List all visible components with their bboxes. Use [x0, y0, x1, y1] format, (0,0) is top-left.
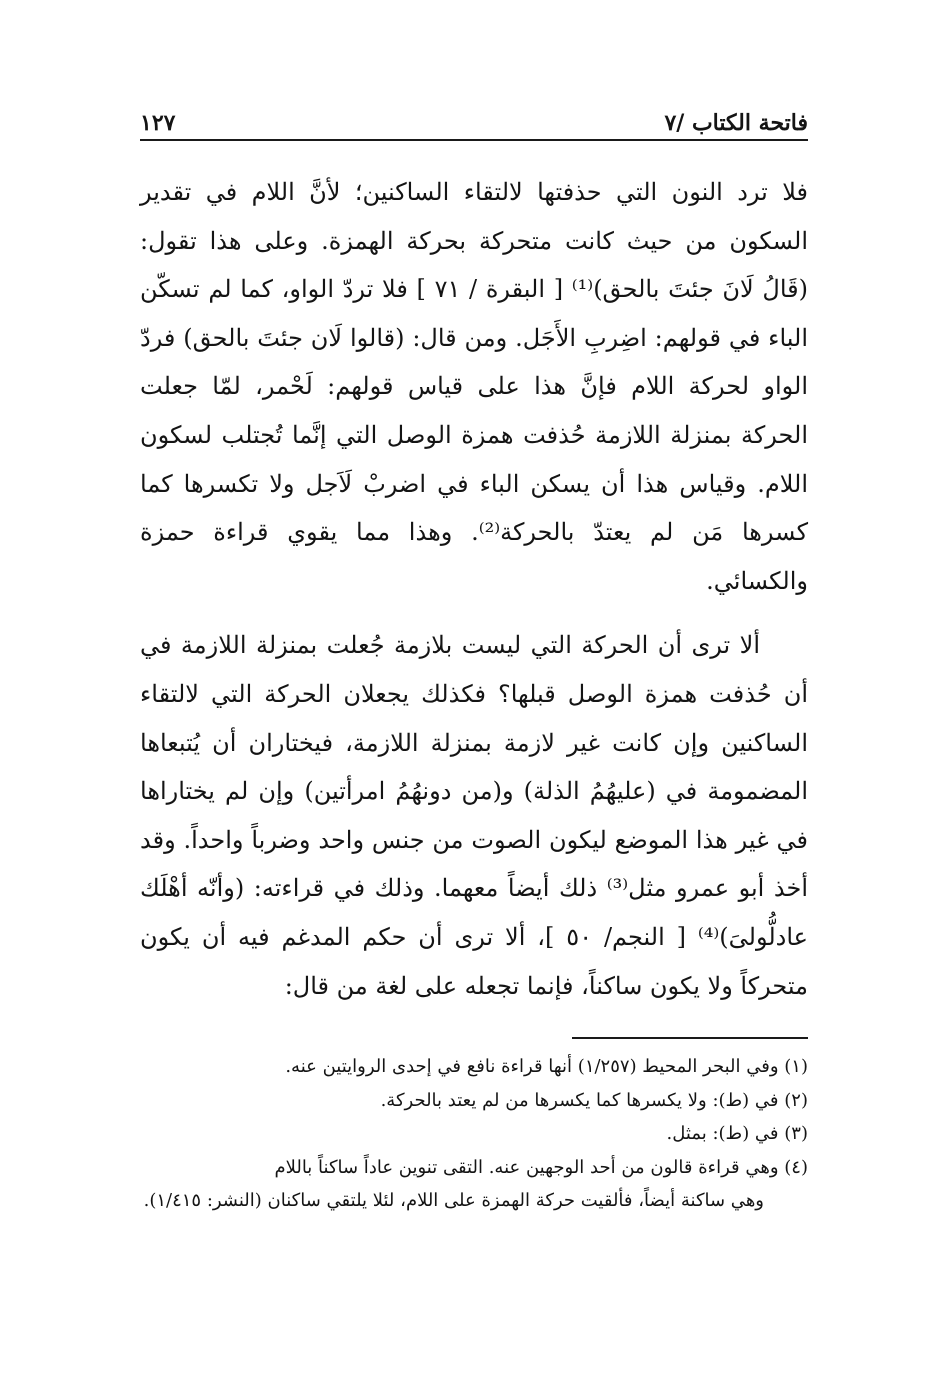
- footnote-4-continuation: وهي ساكنة أيضاً، فألقيت حركة الهمزة على اللام، لئلا يلتقي ساكنان (النشر: ١/٤١٥).: [143, 1190, 764, 1211]
- paragraph: فلا ترد النون التي حذفتها لالتقاء الساكنين؛ لأنَّ اللام في تقدير السكون من حيث كانت متحركة بحركة الهمزة. وعلى هذا تقول: (قَالُ لَانَ جئتَ بالحق)⁽¹⁾ [ البقرة / ٧١ ] فلا تردّ الواو، كما لم تسكّن الباء في قولهم: اضِربِ الأَجَل. ومن قال: (قالوا لَان جئتَ بالحق) فردّ الواو لحركة اللام فإنَّ هذا على قياس قولهم: لَحْمر، لمّا جعلت الحركة بمنزلة اللازمة حُذفت همزة الوصل التي إنَّما تُجتلب لسكون اللام. وقياس هذا أن يسكن الباء في اضربْ لَاَجل ولا تكسرها كما كسرها مَن لم يعتدّ بالحركة⁽²⁾. وهذا مما يقوي قراءة حمزة والكسائي.: [140, 178, 809, 595]
- footnote-3: (٣) في (ط): بمثل.: [666, 1123, 808, 1144]
- footnote-2: (٢) في (ط): ولا يكسرها كما يكسرها من لم يعتد بالحركة.: [380, 1089, 808, 1111]
- footnote-rule: [572, 1037, 808, 1039]
- footnote-4: (٤) وهي قراءة قالون من أحد الوجهين عنه. التقى تنوين عاداً ساكناً باللام: [274, 1156, 808, 1178]
- footnotes: [140, 1050, 808, 1218]
- footnote-1: (١) وفي البحر المحيط (١/٢٥٧) أنها قراءة نافع في إحدى الروايتين عنه.: [285, 1056, 808, 1077]
- paragraph: ألا ترى أن الحركة التي ليست بلازمة جُعلت بمنزلة اللازمة في أن حُذفت همزة الوصل قبلها؟ فكذلك يجعلان الحركة التي لالتقاء الساكنين وإن كانت غير لازمة بمنزلة اللازمة، فيختاران أن يُتبعاها المضمومة في (عليهُمُ الذلة) و(من دونهُمُ امرأتين) وإن لم يختاراها في غير هذا الموضع ليكون الصوت من جنس واحد وضرباً واحداً. وقد أخذ أبو عمرو مثل⁽³⁾ ذلك أيضاً معهما. وذلك في قراءته: (وأنّه أهْلَك عادلُّولىَ)⁽⁴⁾ [ النجم/ ٥٠ ]، ألا ترى أن حكم المدغم فيه أن يكون متحركاً ولا يكون ساكناً، فإنما تجعله على لغة من قال:: [140, 631, 809, 1000]
- page-number: ١٢٧: [140, 110, 176, 136]
- header-rule: [140, 139, 808, 141]
- main-text: [140, 168, 808, 1010]
- chapter-title: فاتحة الكتاب /٧: [664, 110, 808, 136]
- running-header: [140, 100, 808, 136]
